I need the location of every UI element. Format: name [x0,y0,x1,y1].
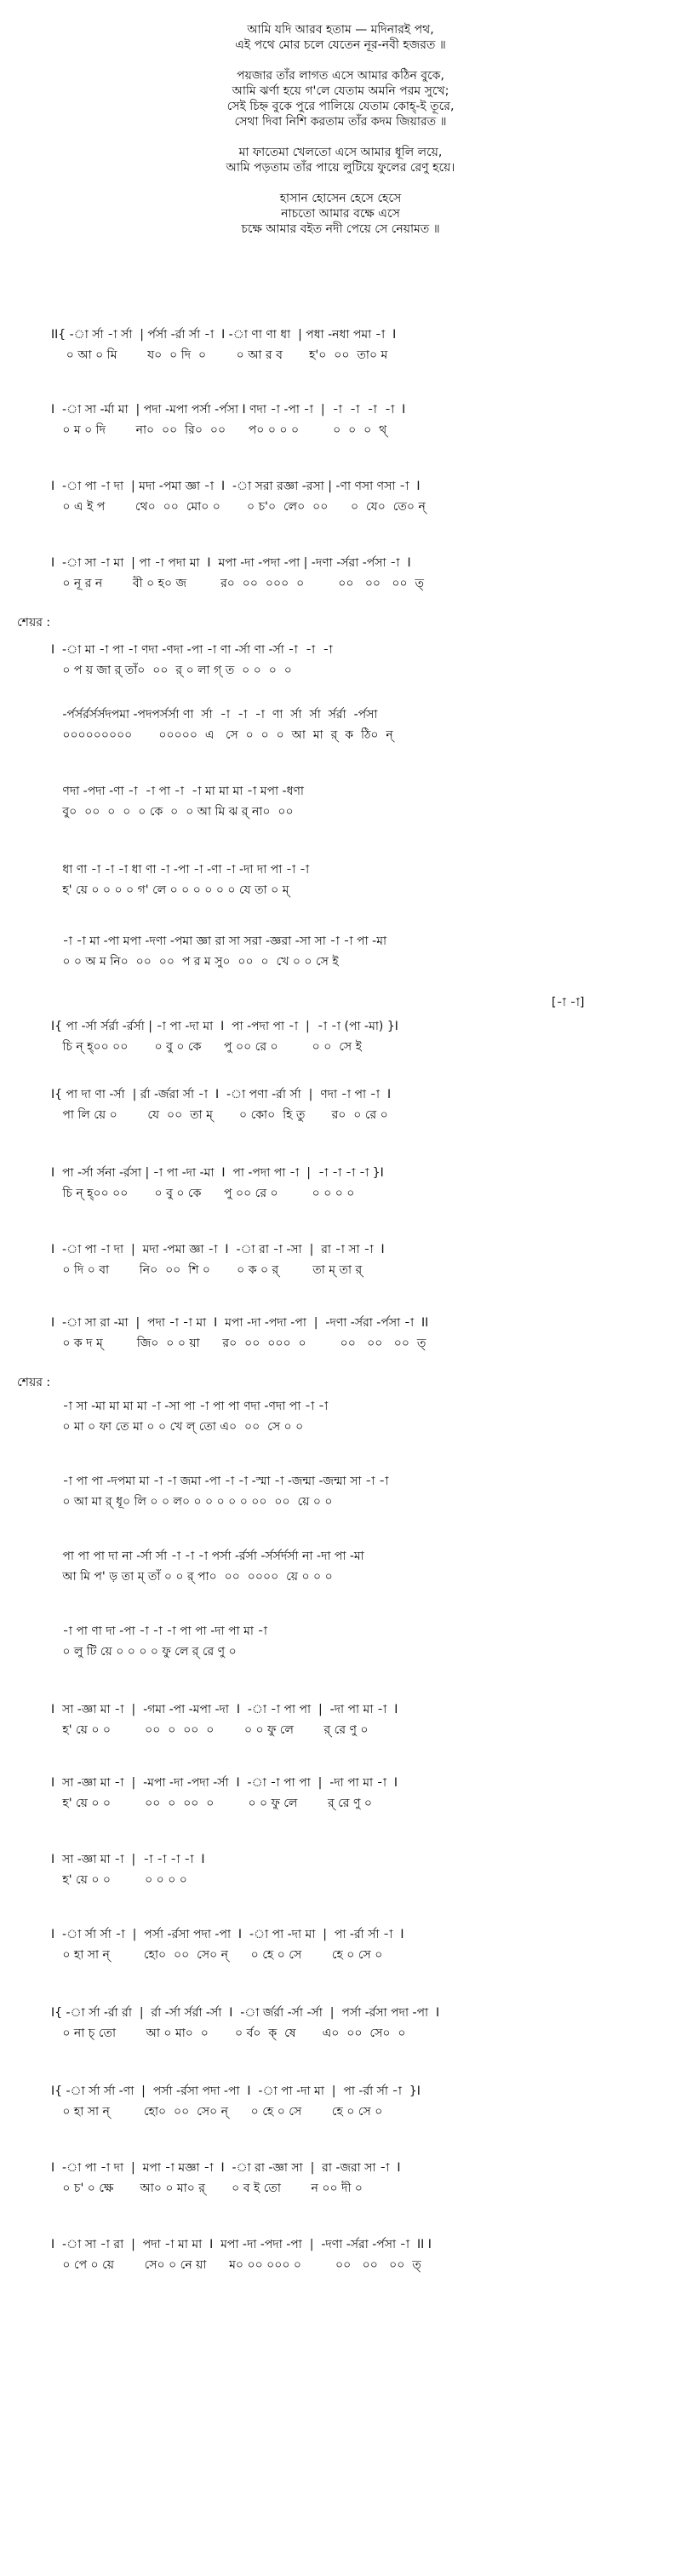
lyrics-line: আমি ঝর্ণা হয়ে গ'লে যেতাম অমনি পরম সুখে; [232,84,449,98]
lyrics-line: নাচতো আমার বক্ষে এসে [281,207,400,221]
swaralipi-notes: I -া পা -া দা | মদা -পমা জ্ঞা -া I -া রা -া -সা | রা -া সা -া I [51,1243,385,1256]
section-label-sheyr: শেয়র : [17,616,51,630]
lyrics-stanza [0,22,681,53]
swaralipi-words: ০ না চ্ তো আ ০ মা০ ০ ০ র্ব০ ক্ ষে এ০ ০০ সে০ ০ [51,2027,406,2040]
swaralipi-notes: -া পা ণা দা -পা -া -া -া পা পা -দা পা মা -া [51,1624,267,1638]
swaralipi-notes: I{ পা -র্সা র্সর্রা -র্রর্সা | -া পা -দা মা I পা -পদা পা -া | -া -া (পা -মা) }I [51,1020,398,1033]
swaralipi-words: ০ আ ০ মি য০ ০ দি ০ ০ আ র ব হ'০ ০০ তা০ ম [51,348,388,362]
swaralipi-notes: -া -া মা -পা মপা -দণা -পমা জ্ঞা রা সা সরা -জ্ঞরা -সা সা -া -া পা -মা [51,934,387,948]
lyrics-line: সেই চিহ্ন বুকে পুরে পালিয়ে যেতাম কোহ্-ই তূরে, [226,100,455,113]
lyrics-line: এই পথে মোর চলে যেতেন নূর-নবী হজরত ॥ [235,38,446,52]
lyrics-line: সেথা দিবা নিশি করতাম তাঁর কদম জিয়ারত ॥ [234,115,447,129]
swaralipi-words: ০ চ' ০ ক্ষে আ০ ০ মা০ র্ ০ ব ই তো ন ০০ দী ০ [51,2182,363,2195]
lyrics-line: চক্ষে আমার বইত নদী পেয়ে সে নেয়ামত ॥ [241,222,440,236]
lyrics-block [0,22,681,252]
swaralipi-words: ০ হা সা ন্ হো০ ০০ সে০ ন্ ০ হে ০ সে হে ০ সে ০ [51,2105,383,2119]
swaralipi-words: আ মি প' ড় তা ম্ তাঁ ০ ০ র্ পা০ ০০ ০০০০ য়ে ০ ০ ০ [51,1570,333,1584]
swaralipi-notes: I সা -জ্ঞা মা -া | -া -া -া -া I [51,1853,205,1866]
lyrics-line: আমি যদি আরব হতাম — মদিনারই পথ, [247,23,434,37]
swaralipi-notes: I সা -জ্ঞা মা -া | -গমা -পা -মপা -দা I -া -া পা পা | -দা পা মা -া I [51,1703,398,1716]
swaralipi-notes: I -া সা -র্মা মা | পদা -মপা পর্সা -র্পসা I ণদা -া -পা -া | -া -া -া -া I [51,403,406,417]
lyrics-stanza [0,68,681,129]
swaralipi-words: ০ হা সা ন্ হো০ ০০ সে০ ন্ ০ হে ০ সে হে ০ সে ০ [51,1948,383,1962]
swaralipi-notes: I{ -া র্সা র্সা -ণা | পর্সা -র্রসা পদা -পা I -া পা -দা মা | পা -র্রা র্সা -া }I [51,2084,421,2098]
swaralipi-notes: -া সা -মা মা মা মা -া -সা পা -া পা পা ণদা -ণদা পা -া -া [51,1400,329,1413]
swaralipi-notes: -া পা পা -দপমা মা -া -া জমা -পা -া -া -স্মা -া -জন্মা -জন্মা সা -া -া [51,1475,389,1488]
lyrics-line: পয়জার তাঁর লাগত এসে আমার কঠিন বুকে, [237,69,444,83]
swaralipi-words: চি ন্ হ্০০ ০০ ০ বু ০ কে পু ০০ রে ০ ০ ০ ০ ০ [51,1187,355,1200]
lyrics-stanza [0,191,681,237]
swaralipi-notes: I -া পা -া দা | মদা -পমা জ্ঞা -া I -া সরা রজ্ঞা -রসা | -ণা ণসা ণসা -া I [51,480,421,493]
swaralipi-words: ০ ক দ ম্ জি০ ০ ০ য়া র০ ০০ ০০০ ০ ০০ ০০ ০০ ত্ [51,1337,426,1350]
swaralipi-notes: I সা -জ্ঞা মা -া | -মপা -দা -পদা -র্সা I -া -া পা পা | -দা পা মা -া I [51,1776,398,1790]
swaralipi-words: ০ ম ০ দি না০ ০০ রি০ ০০ প০ ০ ০ ০ ০ ০ ০ থ্ [51,423,387,437]
swaralipi-notes: I{ পা দা ণা -র্সা | র্রা -র্জরা র্সা -া I -া পণা -র্রা র্সা | ণদা -া পা -া I [51,1088,392,1101]
swaralipi-words: হ' য়ে ০ ০ ০ ০ গ' লে ০ ০ ০ ০ ০ ০ যে তা ০ ম্ [51,883,289,897]
swaralipi-words: ০ মা ০ ফা তে মা ০ ০ খে ল্ তো এ০ ০০ সে ০ ০ [51,1420,304,1434]
swaralipi-words: ০০০০০০০০০ ০০০০০ এ সে ০ ০ ০ আ মা র্ ক ঠি০ ন্ [51,728,393,742]
lyrics-line: হাসান হোসেন হেসে হেসে [279,192,402,205]
lyrics-line: মা ফাতেমা খেলতো এসে আমার ধূলি লয়ে, [238,146,443,159]
swaralipi-notes: পা পা পা দা না -র্সা র্সা -া -া -া পর্সা -র্রর্সা -র্সর্সর্দর্সা না -দা পা -মা [51,1550,364,1563]
swaralipi-notes: I -া মা -া পা -া ণদা -ণদা -পা -া ণা -র্সা ণা -র্সা -া -া -া [51,643,333,657]
swaralipi-notes: -র্পর্সর্রর্সর্সদপমা -পদপর্সর্সা ণা র্সা -া -া -া ণা র্সা র্সা র্সর্রা -র্পসা [51,708,378,722]
section-label-sheyr: শেয়র : [17,1376,51,1389]
swaralipi-words: ০ পে ০ য়ে সে০ ০ নে য়া ম০ ০০ ০০০ ০ ০০ ০০ ০০ ত্ [51,2258,421,2272]
swaralipi-notes: ধা ণা -া -া -া ধা ণা -া -পা -া -ণা -া -দা দা পা -া -া [51,863,310,877]
lyrics-stanza [0,145,681,175]
swaralipi-notes: I -া সা রা -মা | পদা -া -া মা I মপা -দা -পদা -পা | -দণা -র্সরা -র্পসা -া II [51,1316,429,1330]
swaralipi-words: ০ আ মা র্ ধূ০ লি ০ ০ ল০ ০ ০ ০ ০ ০ ০০ ০০ য়ে ০ ০ [51,1495,333,1509]
swaralipi-words: চি ন্ হ্০০ ০০ ০ বু ০ কে পু ০০ রে ০ ০ ০ সে ই [51,1040,362,1054]
alternate-ending-marker: [-া -া] [552,996,585,1009]
swaralipi-words: হ' য়ে ০ ০ ০০ ০ ০০ ০ ০ ০ ফু লে র্ রে ণু ০ [51,1723,369,1737]
swaralipi-words: ০ নূ র ন বী ০ হ০ জ র০ ০০ ০০০ ০ ০০ ০০ ০০ ত্ [51,577,424,590]
swaralipi-notes: I -া পা -া দা | মপা -া মজ্ঞা -া I -া রা -জ্ঞা সা | রা -জরা সা -া I [51,2161,401,2175]
swaralipi-words: ০ দি ০ বা নি০ ০০ শি ০ ০ ক ০ র্ তা ম্ তা র্ [51,1263,363,1277]
swaralipi-words: ০ ০ অ ম নি০ ০০ ০০ প র ম সু০ ০০ ০ খে ০ ০ সে ই [51,955,339,969]
swaralipi-words: পা লি য়ে ০ যে ০০ তা ম্ ০ কো০ হি তু র০ ০ রে ০ [51,1108,388,1122]
swaralipi-words: ০ লু টি য়ে ০ ০ ০ ০ ফু লে র্ রে ণু ০ [51,1645,237,1659]
swaralipi-notes: I -া সা -া মা | পা -া পদা মা I মপা -দা -পদা -পা | -দণা -র্সরা -র্পসা -া I [51,556,411,570]
swaralipi-notes: I -া র্সা র্সা -া | পর্সা -র্রসা পদা -পা I -া পা -দা মা | পা -র্রা র্সা -া I [51,1928,404,1941]
swaralipi-notes: I{ -া র্সা -র্রা র্রা | র্রা -র্সা র্সর্রা -র্সা I -া র্জর্রা -র্সা -র্সা | পর্সা -র্রসা পদা -পা I [51,2006,440,2020]
swaralipi-words: ০ এ ই প থে০ ০০ মো০ ০ ০ চ'০ লে০ ০০ ০ যে০ তে০ ন্ [51,500,426,514]
swaralipi-words: হ' য়ে ০ ০ ০ ০ ০ ০ [51,1873,187,1887]
lyrics-line: আমি পড়তাম তাঁর পায়ে লুটিয়ে ফুলের রেণু হয়ে। [226,161,455,175]
swaralipi-words: বু০ ০০ ০ ০ ০ কে ০ ০ আ মি ঝ র্ না০ ০০ [51,805,294,819]
swaralipi-notes: I পা -র্সা র্সনা -র্রসা | -া পা -দা -মা I পা -পদা পা -া | -া -া -া -া }I [51,1166,384,1180]
swaralipi-notes: I -া সা -া রা | পদা -া মা মা I মপা -দা -পদা -পা | -দণা -র্সরা -র্পসা -া II I [51,2238,432,2251]
swaralipi-notes: ণদা -পদা -ণা -া -া পা -া -া মা মা মা -া মপা -ধণা [51,785,304,798]
swaralipi-words: হ' য়ে ০ ০ ০০ ০ ০০ ০ ০ ০ ফু লে র্ রে ণু ০ [51,1797,372,1810]
swaralipi-notes: II{ -া র্সা -া র্সা | র্পর্সা -র্রা র্সা -া I -া ণা ণা ধা | পধা -নধা পমা -া I [51,328,397,342]
swaralipi-words: ০ প য় জা র্ তাঁ০ ০০ র্ ০ লা গ্ ত ০ ০ ০ ০ [51,664,292,677]
